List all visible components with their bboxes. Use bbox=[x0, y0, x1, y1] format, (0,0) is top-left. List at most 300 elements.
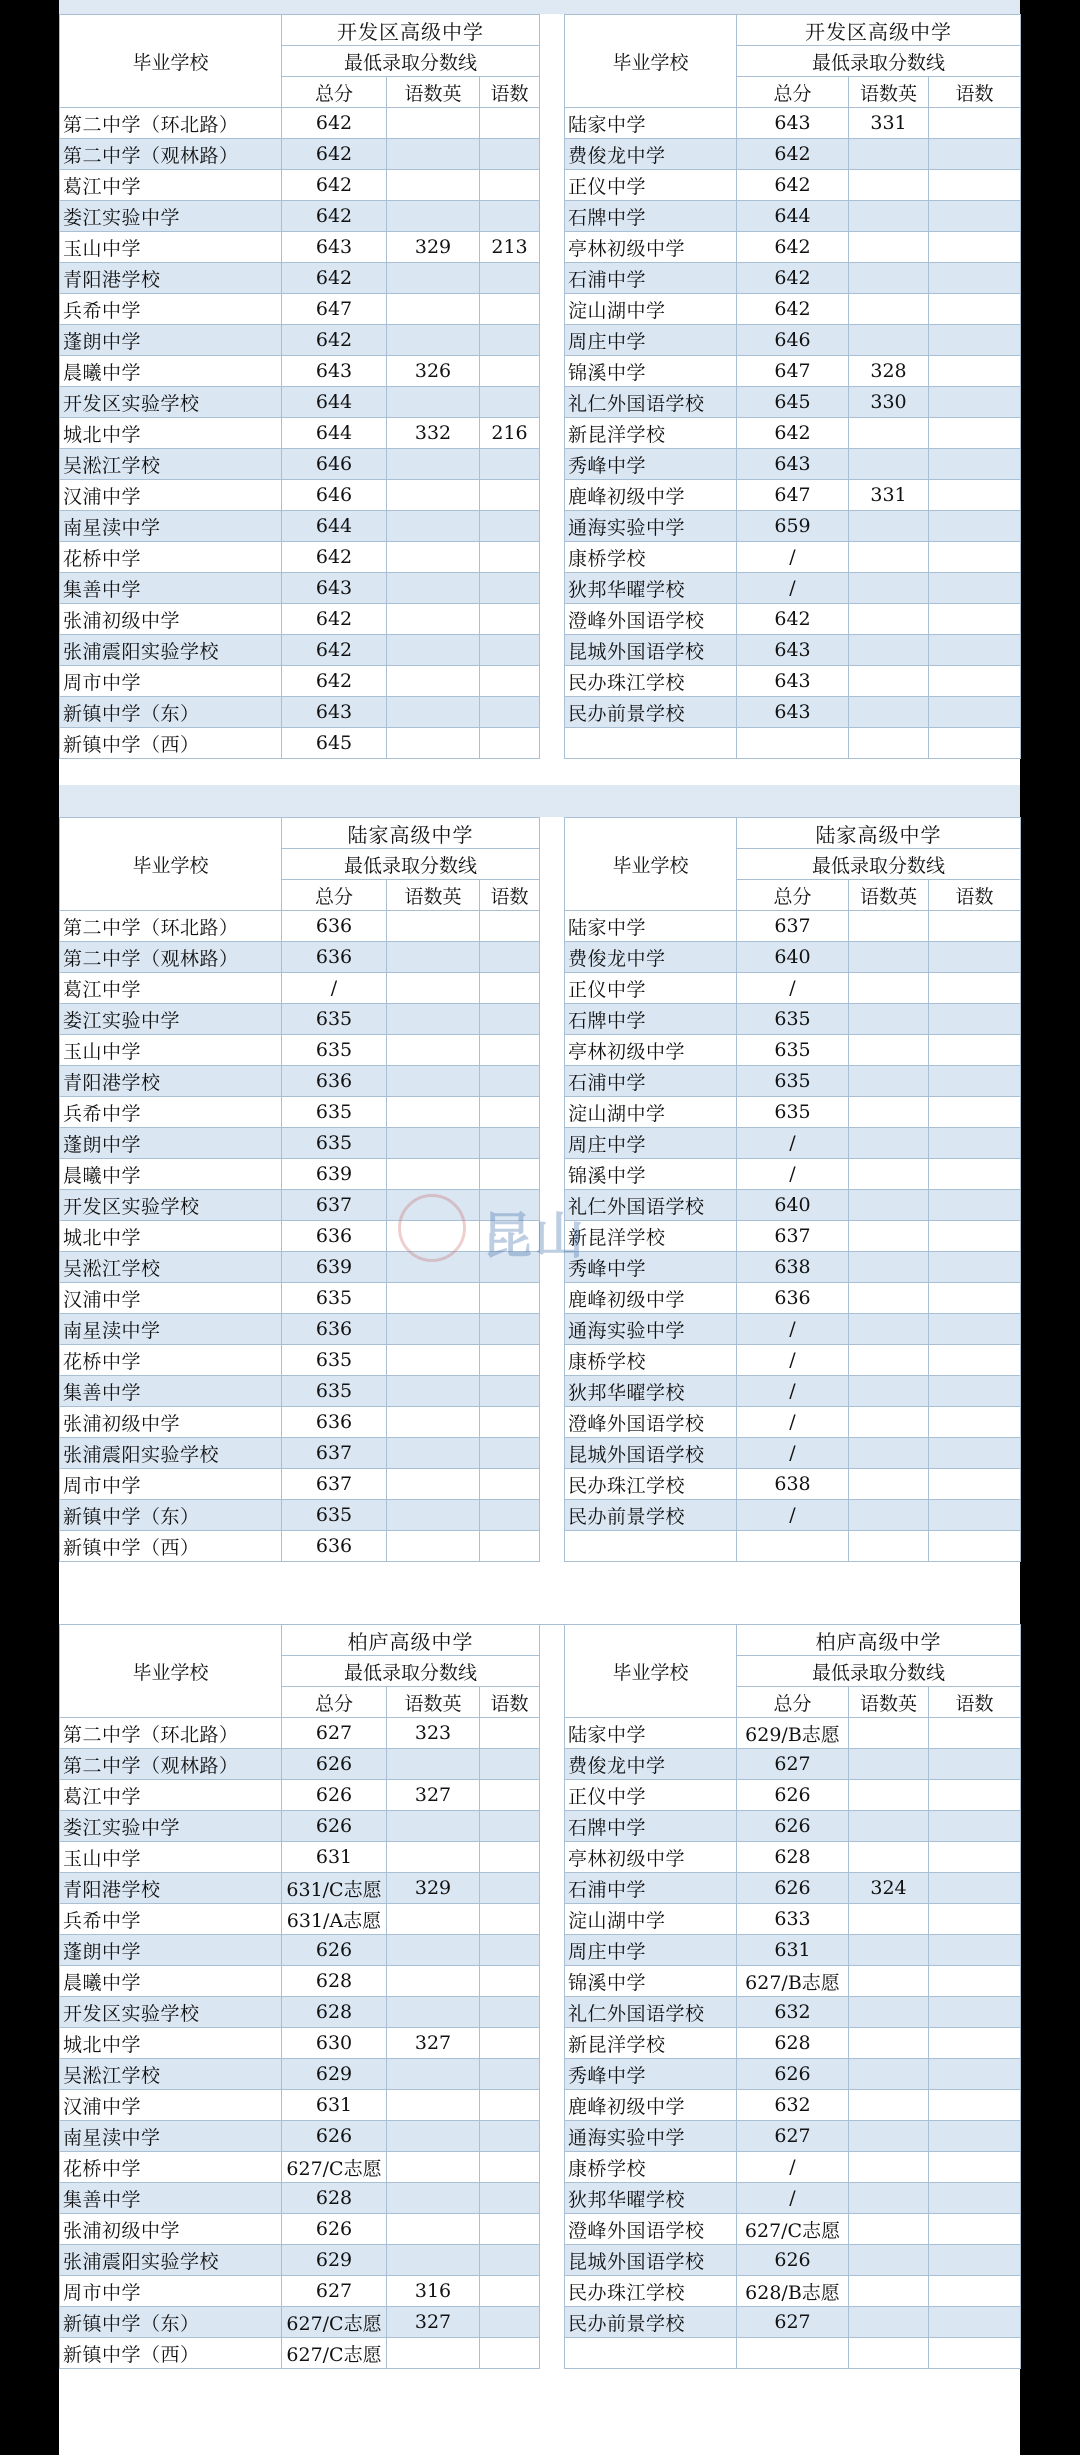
score-cell bbox=[849, 511, 929, 542]
table-row bbox=[565, 942, 1021, 973]
score-cell bbox=[929, 1811, 1021, 1842]
score-cell: 635 bbox=[282, 1004, 387, 1035]
score-cell: 327 bbox=[387, 2307, 480, 2338]
score-cell bbox=[480, 542, 540, 573]
school-name: 兵希中学 bbox=[60, 1904, 282, 1935]
table-row bbox=[60, 356, 540, 387]
score-cell: 646 bbox=[282, 480, 387, 511]
school-name: 周市中学 bbox=[60, 1469, 282, 1500]
watermark-text: 昆山 bbox=[482, 1207, 586, 1265]
score-cell bbox=[929, 418, 1021, 449]
score-cell bbox=[929, 263, 1021, 294]
score-cell bbox=[387, 573, 480, 604]
score-cell bbox=[849, 2121, 929, 2152]
table-row bbox=[565, 1966, 1021, 1997]
score-cell: 627 bbox=[282, 2276, 387, 2307]
score-cell bbox=[929, 232, 1021, 263]
score-cell bbox=[929, 1128, 1021, 1159]
score-cell bbox=[929, 973, 1021, 1004]
score-cell bbox=[480, 170, 540, 201]
school-name: 娄江实验中学 bbox=[60, 1811, 282, 1842]
table-row bbox=[60, 1190, 540, 1221]
table-row bbox=[60, 2028, 540, 2059]
score-cell: 643 bbox=[282, 697, 387, 728]
score-cell: 637 bbox=[282, 1190, 387, 1221]
table-row bbox=[565, 1531, 1021, 1562]
score-cell bbox=[849, 1997, 929, 2028]
empty-cell bbox=[565, 1531, 737, 1562]
school-name: 石浦中学 bbox=[565, 1873, 737, 1904]
score-cell: 645 bbox=[282, 728, 387, 759]
score-cell bbox=[480, 2183, 540, 2214]
score-cell bbox=[480, 666, 540, 697]
score-cell bbox=[849, 418, 929, 449]
table-row bbox=[565, 2028, 1021, 2059]
score-cell bbox=[480, 1780, 540, 1811]
score-cell: 329 bbox=[387, 1873, 480, 1904]
score-cell bbox=[849, 1314, 929, 1345]
school-name: 吴淞江学校 bbox=[60, 449, 282, 480]
score-cell bbox=[480, 387, 540, 418]
score-cell bbox=[480, 1997, 540, 2028]
table-row bbox=[565, 2121, 1021, 2152]
table-row bbox=[60, 973, 540, 1004]
score-cell bbox=[480, 942, 540, 973]
school-name: 娄江实验中学 bbox=[60, 1004, 282, 1035]
school-name: 周庄中学 bbox=[565, 1128, 737, 1159]
score-cell bbox=[387, 604, 480, 635]
score-cell: 643 bbox=[737, 108, 849, 139]
sub-column-header: 总分 bbox=[282, 77, 387, 108]
school-name: 新镇中学（东） bbox=[60, 697, 282, 728]
score-cell: 628 bbox=[282, 2183, 387, 2214]
score-cell bbox=[849, 1780, 929, 1811]
table-row bbox=[60, 1780, 540, 1811]
score-cell bbox=[387, 1035, 480, 1066]
score-cell bbox=[387, 1283, 480, 1314]
score-cell: 635 bbox=[737, 1066, 849, 1097]
score-cell bbox=[929, 2152, 1021, 2183]
score-cell: 628/B志愿 bbox=[737, 2276, 849, 2307]
score-cell bbox=[480, 1966, 540, 1997]
block-gap bbox=[59, 785, 1020, 817]
score-cell bbox=[387, 2245, 480, 2276]
score-cell bbox=[849, 1004, 929, 1035]
score-cell bbox=[929, 2028, 1021, 2059]
score-cell: 643 bbox=[282, 232, 387, 263]
score-cell: 631 bbox=[737, 1935, 849, 1966]
score-cell: 627/C志愿 bbox=[282, 2307, 387, 2338]
score-cell: 637 bbox=[282, 1438, 387, 1469]
score-cell: 642 bbox=[282, 542, 387, 573]
school-name: 石浦中学 bbox=[565, 1066, 737, 1097]
score-cell: 637 bbox=[737, 1221, 849, 1252]
table-row bbox=[565, 2183, 1021, 2214]
table-row bbox=[565, 2214, 1021, 2245]
school-name: 陆家中学 bbox=[565, 1718, 737, 1749]
score-cell: 642 bbox=[282, 263, 387, 294]
score-cell bbox=[929, 1935, 1021, 1966]
score-cell bbox=[929, 2090, 1021, 2121]
school-title: 柏庐高级中学 bbox=[282, 1625, 540, 1656]
score-cell: 626 bbox=[737, 2059, 849, 2090]
empty-cell bbox=[849, 1531, 929, 1562]
school-name: 新昆洋学校 bbox=[565, 1221, 737, 1252]
score-cell: 326 bbox=[387, 356, 480, 387]
school-name: 花桥中学 bbox=[60, 2152, 282, 2183]
school-name: 南星渎中学 bbox=[60, 511, 282, 542]
table-row bbox=[565, 604, 1021, 635]
score-cell: 640 bbox=[737, 1190, 849, 1221]
score-cell bbox=[929, 573, 1021, 604]
score-cell bbox=[387, 2183, 480, 2214]
school-name: 第二中学（环北路） bbox=[60, 911, 282, 942]
score-cell bbox=[929, 1252, 1021, 1283]
score-cell bbox=[480, 573, 540, 604]
school-name: 秀峰中学 bbox=[565, 1252, 737, 1283]
score-line-subtitle: 最低录取分数线 bbox=[737, 849, 1021, 880]
school-name: 城北中学 bbox=[60, 1221, 282, 1252]
score-cell: 636 bbox=[282, 1531, 387, 1562]
score-cell bbox=[929, 170, 1021, 201]
score-cell bbox=[929, 2245, 1021, 2276]
school-name: 张浦震阳实验学校 bbox=[60, 635, 282, 666]
score-cell bbox=[480, 1811, 540, 1842]
table-row bbox=[565, 1749, 1021, 1780]
score-cell bbox=[849, 2183, 929, 2214]
table-row bbox=[565, 1935, 1021, 1966]
school-name: 正仪中学 bbox=[565, 1780, 737, 1811]
score-cell: 628 bbox=[282, 1997, 387, 2028]
school-name: 通海实验中学 bbox=[565, 511, 737, 542]
score-cell: / bbox=[737, 573, 849, 604]
school-name: 淀山湖中学 bbox=[565, 1904, 737, 1935]
school-name: 南星渎中学 bbox=[60, 2121, 282, 2152]
school-name: 民办珠江学校 bbox=[565, 666, 737, 697]
score-cell: 643 bbox=[282, 356, 387, 387]
score-cell: / bbox=[737, 1314, 849, 1345]
score-cell: 323 bbox=[387, 1718, 480, 1749]
school-name: 民办前景学校 bbox=[565, 1500, 737, 1531]
score-cell: 627 bbox=[737, 2121, 849, 2152]
score-cell bbox=[480, 1345, 540, 1376]
score-cell: 628 bbox=[737, 1842, 849, 1873]
school-name: 晨曦中学 bbox=[60, 1159, 282, 1190]
score-cell bbox=[849, 973, 929, 1004]
score-cell bbox=[480, 973, 540, 1004]
score-cell: 639 bbox=[282, 1252, 387, 1283]
school-name: 费俊龙中学 bbox=[565, 139, 737, 170]
school-name: 亭林初级中学 bbox=[565, 232, 737, 263]
score-cell bbox=[480, 697, 540, 728]
table-row bbox=[565, 1252, 1021, 1283]
score-cell: 642 bbox=[737, 232, 849, 263]
score-cell: 636 bbox=[282, 1066, 387, 1097]
score-cell bbox=[387, 1345, 480, 1376]
table-row bbox=[60, 1159, 540, 1190]
score-cell bbox=[849, 1438, 929, 1469]
table-row bbox=[60, 449, 540, 480]
score-cell bbox=[480, 1500, 540, 1531]
table-row bbox=[565, 1159, 1021, 1190]
school-name: 石牌中学 bbox=[565, 1004, 737, 1035]
score-cell bbox=[387, 1935, 480, 1966]
table-row bbox=[60, 573, 540, 604]
table-row bbox=[565, 108, 1021, 139]
school-name: 新镇中学（西） bbox=[60, 1531, 282, 1562]
score-cell: 635 bbox=[737, 1097, 849, 1128]
score-cell: 638 bbox=[737, 1469, 849, 1500]
score-cell: / bbox=[737, 542, 849, 573]
score-cell bbox=[849, 139, 929, 170]
empty-cell bbox=[737, 2338, 849, 2369]
school-column-header: 毕业学校 bbox=[60, 15, 282, 108]
score-cell: / bbox=[737, 1128, 849, 1159]
score-cell bbox=[929, 1314, 1021, 1345]
school-name: 新昆洋学校 bbox=[565, 2028, 737, 2059]
table-row bbox=[565, 1469, 1021, 1500]
score-cell bbox=[849, 1345, 929, 1376]
score-cell bbox=[849, 942, 929, 973]
score-cell: 643 bbox=[737, 449, 849, 480]
score-cell bbox=[929, 635, 1021, 666]
school-name: 鹿峰初级中学 bbox=[565, 480, 737, 511]
score-cell bbox=[480, 1904, 540, 1935]
empty-cell bbox=[737, 728, 849, 759]
score-cell bbox=[849, 2152, 929, 2183]
score-cell: 647 bbox=[737, 356, 849, 387]
table-row bbox=[60, 108, 540, 139]
school-name: 正仪中学 bbox=[565, 170, 737, 201]
sub-column-header: 总分 bbox=[282, 880, 387, 911]
score-cell: 636 bbox=[282, 1407, 387, 1438]
empty-cell bbox=[737, 1531, 849, 1562]
score-cell bbox=[387, 108, 480, 139]
table-row bbox=[565, 480, 1021, 511]
score-cell bbox=[929, 1159, 1021, 1190]
school-name: 锦溪中学 bbox=[565, 356, 737, 387]
score-line-subtitle: 最低录取分数线 bbox=[737, 1656, 1021, 1687]
score-cell bbox=[480, 108, 540, 139]
table-row bbox=[60, 2338, 540, 2369]
score-cell bbox=[929, 1780, 1021, 1811]
score-cell: 626 bbox=[737, 1811, 849, 1842]
score-cell bbox=[480, 1283, 540, 1314]
table-row bbox=[565, 170, 1021, 201]
table-row bbox=[60, 2183, 540, 2214]
score-cell bbox=[849, 2245, 929, 2276]
score-cell bbox=[480, 2338, 540, 2369]
sub-column-header: 语数英 bbox=[387, 77, 480, 108]
score-cell bbox=[387, 1904, 480, 1935]
table-row bbox=[565, 1221, 1021, 1252]
table-row bbox=[60, 1904, 540, 1935]
score-cell bbox=[929, 1718, 1021, 1749]
table-row bbox=[565, 635, 1021, 666]
score-cell bbox=[480, 1873, 540, 1904]
score-cell bbox=[929, 1035, 1021, 1066]
school-name: 开发区实验学校 bbox=[60, 1190, 282, 1221]
score-cell: 629 bbox=[282, 2059, 387, 2090]
score-cell: 633 bbox=[737, 1904, 849, 1935]
score-cell bbox=[480, 1190, 540, 1221]
score-cell bbox=[480, 139, 540, 170]
table-row bbox=[565, 356, 1021, 387]
score-cell: 626 bbox=[282, 2214, 387, 2245]
school-name: 狄邦华曜学校 bbox=[565, 573, 737, 604]
score-cell: 635 bbox=[282, 1283, 387, 1314]
score-cell bbox=[849, 1221, 929, 1252]
score-cell: 635 bbox=[282, 1345, 387, 1376]
table-row bbox=[60, 139, 540, 170]
table-row bbox=[60, 1469, 540, 1500]
score-cell: 635 bbox=[282, 1035, 387, 1066]
score-cell bbox=[849, 2028, 929, 2059]
sub-column-header: 总分 bbox=[737, 880, 849, 911]
score-cell bbox=[480, 911, 540, 942]
score-cell: 642 bbox=[282, 635, 387, 666]
score-cell bbox=[849, 1159, 929, 1190]
score-cell bbox=[929, 1097, 1021, 1128]
score-cell bbox=[929, 1438, 1021, 1469]
table-row bbox=[60, 2121, 540, 2152]
score-cell bbox=[387, 1066, 480, 1097]
table-row bbox=[60, 1718, 540, 1749]
score-cell: 635 bbox=[737, 1004, 849, 1035]
score-cell bbox=[480, 1531, 540, 1562]
score-cell bbox=[387, 1438, 480, 1469]
score-cell bbox=[929, 139, 1021, 170]
score-cell: 643 bbox=[282, 573, 387, 604]
school-title: 陆家高级中学 bbox=[737, 818, 1021, 849]
score-cell: 630 bbox=[282, 2028, 387, 2059]
block-gap bbox=[59, 1592, 1020, 1625]
school-name: 康桥学校 bbox=[565, 1345, 737, 1376]
score-cell bbox=[480, 201, 540, 232]
score-cell bbox=[929, 511, 1021, 542]
score-cell bbox=[929, 294, 1021, 325]
score-cell bbox=[387, 666, 480, 697]
score-cell: 635 bbox=[282, 1097, 387, 1128]
score-cell: 626 bbox=[282, 1780, 387, 1811]
score-cell: 629/B志愿 bbox=[737, 1718, 849, 1749]
score-cell bbox=[387, 1252, 480, 1283]
score-cell bbox=[480, 728, 540, 759]
school-name: 兵希中学 bbox=[60, 1097, 282, 1128]
table-row bbox=[60, 2214, 540, 2245]
school-name: 吴淞江学校 bbox=[60, 2059, 282, 2090]
score-cell bbox=[929, 1469, 1021, 1500]
score-cell bbox=[929, 2183, 1021, 2214]
school-name: 花桥中学 bbox=[60, 542, 282, 573]
table-row bbox=[565, 1128, 1021, 1159]
score-cell bbox=[387, 387, 480, 418]
score-cell bbox=[849, 1935, 929, 1966]
score-cell: 636 bbox=[282, 1221, 387, 1252]
sub-column-header: 语数 bbox=[480, 880, 540, 911]
score-cell bbox=[929, 1904, 1021, 1935]
score-cell bbox=[849, 2307, 929, 2338]
table-row bbox=[60, 1438, 540, 1469]
table-row bbox=[60, 1873, 540, 1904]
score-cell bbox=[387, 2121, 480, 2152]
score-cell: 646 bbox=[282, 449, 387, 480]
score-cell bbox=[849, 232, 929, 263]
score-cell bbox=[480, 2090, 540, 2121]
score-cell bbox=[849, 449, 929, 480]
school-name: 锦溪中学 bbox=[565, 1159, 737, 1190]
score-cell bbox=[387, 325, 480, 356]
table-row bbox=[565, 542, 1021, 573]
score-cell bbox=[929, 1500, 1021, 1531]
score-cell bbox=[849, 1097, 929, 1128]
score-cell bbox=[849, 573, 929, 604]
table-left bbox=[59, 1624, 539, 2369]
school-name: 新昆洋学校 bbox=[565, 418, 737, 449]
score-cell: 330 bbox=[849, 387, 929, 418]
table-row bbox=[60, 1811, 540, 1842]
score-cell bbox=[480, 2121, 540, 2152]
score-cell bbox=[387, 1128, 480, 1159]
school-name: 开发区实验学校 bbox=[60, 1997, 282, 2028]
table-left bbox=[59, 14, 539, 759]
school-name: 澄峰外国语学校 bbox=[565, 604, 737, 635]
score-cell: 647 bbox=[282, 294, 387, 325]
table-row bbox=[565, 666, 1021, 697]
school-name: 葛江中学 bbox=[60, 973, 282, 1004]
score-cell: 627 bbox=[282, 1718, 387, 1749]
school-name: 周市中学 bbox=[60, 2276, 282, 2307]
table-row bbox=[60, 511, 540, 542]
score-cell: / bbox=[737, 1438, 849, 1469]
table-row bbox=[565, 697, 1021, 728]
score-cell: 637 bbox=[282, 1469, 387, 1500]
score-cell bbox=[929, 1066, 1021, 1097]
score-cell bbox=[929, 1283, 1021, 1314]
score-cell bbox=[929, 942, 1021, 973]
score-cell: 632 bbox=[737, 2090, 849, 2121]
score-cell: 642 bbox=[737, 139, 849, 170]
score-cell bbox=[387, 449, 480, 480]
table-row bbox=[565, 911, 1021, 942]
school-name: 亭林初级中学 bbox=[565, 1035, 737, 1066]
score-cell: 331 bbox=[849, 108, 929, 139]
score-cell: 636 bbox=[282, 911, 387, 942]
table-row bbox=[565, 1066, 1021, 1097]
score-cell bbox=[387, 1004, 480, 1035]
score-cell: 631/C志愿 bbox=[282, 1873, 387, 1904]
score-cell: 642 bbox=[737, 170, 849, 201]
score-cell bbox=[480, 635, 540, 666]
score-cell bbox=[849, 2276, 929, 2307]
score-cell: / bbox=[737, 1407, 849, 1438]
score-cell: 642 bbox=[737, 604, 849, 635]
school-name: 昆城外国语学校 bbox=[565, 1438, 737, 1469]
school-name: 新镇中学（东） bbox=[60, 2307, 282, 2338]
score-cell bbox=[387, 294, 480, 325]
score-cell: 644 bbox=[282, 418, 387, 449]
score-cell bbox=[387, 2090, 480, 2121]
score-cell bbox=[929, 1004, 1021, 1035]
score-cell bbox=[387, 942, 480, 973]
school-title: 柏庐高级中学 bbox=[737, 1625, 1021, 1656]
score-cell bbox=[387, 263, 480, 294]
table-row bbox=[565, 2245, 1021, 2276]
school-name: 澄峰外国语学校 bbox=[565, 2214, 737, 2245]
table-row bbox=[60, 1749, 540, 1780]
score-cell: 626 bbox=[737, 1873, 849, 1904]
table-row bbox=[565, 387, 1021, 418]
